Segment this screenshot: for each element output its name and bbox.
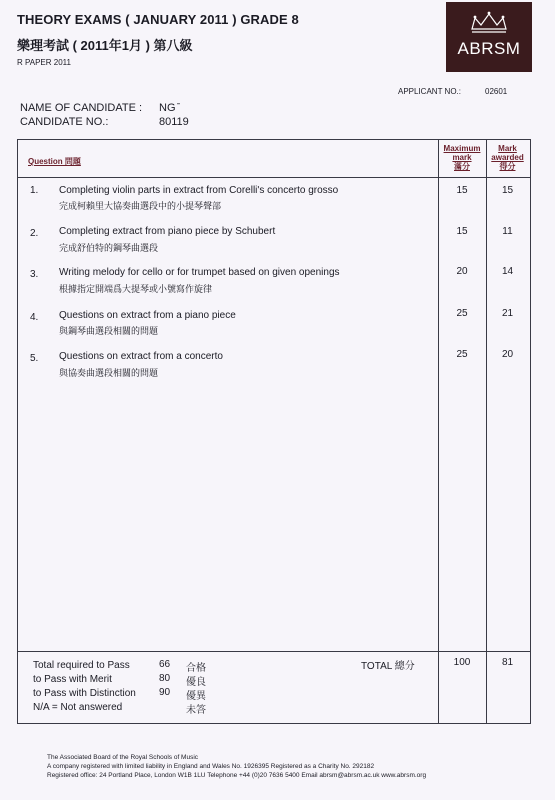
max-mark-column-header: Maximum mark 滿分 [443, 144, 481, 171]
distinction-threshold-chinese: 優異 [186, 691, 206, 702]
crown-icon [469, 10, 509, 36]
question-text-chinese: 與鋼琴曲選段相關的問題 [59, 326, 159, 336]
merit-threshold-value: 80 [159, 673, 171, 684]
pass-threshold-value: 66 [159, 659, 171, 670]
organization-name: The Associated Board of the Royal Schools of Music [47, 754, 199, 761]
candidate-number-label: CANDIDATE NO.: [20, 116, 109, 128]
question-number: 4. [30, 312, 39, 323]
organization-registration: A company registered with limited liability in England and Wales No. 1926395 Registered as a Charity No. 292182 [47, 763, 375, 770]
question-max-mark: 25 [456, 349, 468, 360]
abrsm-logo [446, 2, 532, 72]
question-mark-awarded: 15 [501, 185, 514, 196]
question-text: Questions on extract from a concerto [59, 351, 223, 362]
applicant-number-label: APPLICANT NO.: [398, 87, 461, 96]
total-max-mark: 100 [453, 657, 471, 668]
header-divider [17, 177, 531, 178]
question-text: Writing melody for cello or for trumpet based on given openings [59, 267, 340, 278]
merit-threshold-chinese: 優良 [186, 677, 206, 688]
question-mark-awarded: 11 [502, 226, 513, 237]
question-number: 5. [30, 353, 39, 364]
pass-threshold-chinese: 合格 [186, 663, 206, 674]
question-text: Completing violin parts in extract from Corelli's concerto grosso [59, 185, 339, 196]
question-text-chinese: 完成柯賴里大協奏曲選段中的小提琴聲部 [59, 201, 222, 211]
question-max-mark: 15 [456, 226, 468, 237]
question-text: Questions on extract from a piano piece [59, 310, 236, 321]
distinction-threshold-value: 90 [159, 687, 171, 698]
question-mark-awarded: 14 [501, 266, 514, 277]
merit-threshold-label: to Pass with Merit [33, 674, 112, 685]
not-answered-label: N/A = Not answered [33, 702, 123, 713]
candidate-name-value: NG ̄ [159, 102, 179, 114]
logo-text: ABRSM [457, 39, 521, 58]
exam-title: THEORY EXAMS ( JANUARY 2011 ) GRADE 8 [17, 12, 299, 27]
applicant-number-value: 02601 [485, 87, 508, 96]
question-number: 3. [30, 269, 39, 280]
organization-contact: Registered office: 24 Portland Place, London W1B 1LU Telephone +44 (0)20 7636 5400 Email abrsm@abrsm.ac.uk www.abrsm.org [47, 772, 427, 779]
candidate-name-label: NAME OF CANDIDATE : [20, 102, 143, 114]
question-max-mark: 15 [456, 185, 468, 196]
question-mark-awarded: 20 [501, 349, 514, 360]
question-mark-awarded: 21 [501, 308, 514, 319]
footer-divider [17, 651, 531, 652]
question-number: 2. [30, 228, 39, 239]
paper-code: R PAPER 2011 [17, 58, 71, 67]
exam-title-chinese: 樂理考試 ( 2011年1月 ) 第八級 [17, 38, 193, 53]
not-answered-chinese: 未答 [186, 705, 206, 716]
total-mark-awarded: 81 [501, 657, 514, 668]
question-max-mark: 25 [456, 308, 468, 319]
question-column-header: Question 問題 [28, 157, 81, 166]
question-text-chinese: 完成舒伯特的鋼琴曲選段 [59, 243, 159, 253]
question-text-chinese: 與協奏曲選段相關的問題 [59, 368, 159, 378]
pass-threshold-label: Total required to Pass [33, 660, 130, 671]
question-text: Completing extract from piano piece by Schubert [59, 226, 276, 237]
mark-awarded-column-header: Mark awarded 得分 [491, 144, 524, 171]
distinction-threshold-label: to Pass with Distinction [33, 688, 136, 699]
total-label: TOTAL 總分 [361, 661, 415, 672]
question-number: 1. [30, 185, 39, 196]
question-text-chinese: 根據指定開端爲大提琴或小號寫作旋律 [59, 284, 213, 294]
candidate-number-value: 80119 [159, 116, 189, 128]
question-max-mark: 20 [456, 266, 468, 277]
